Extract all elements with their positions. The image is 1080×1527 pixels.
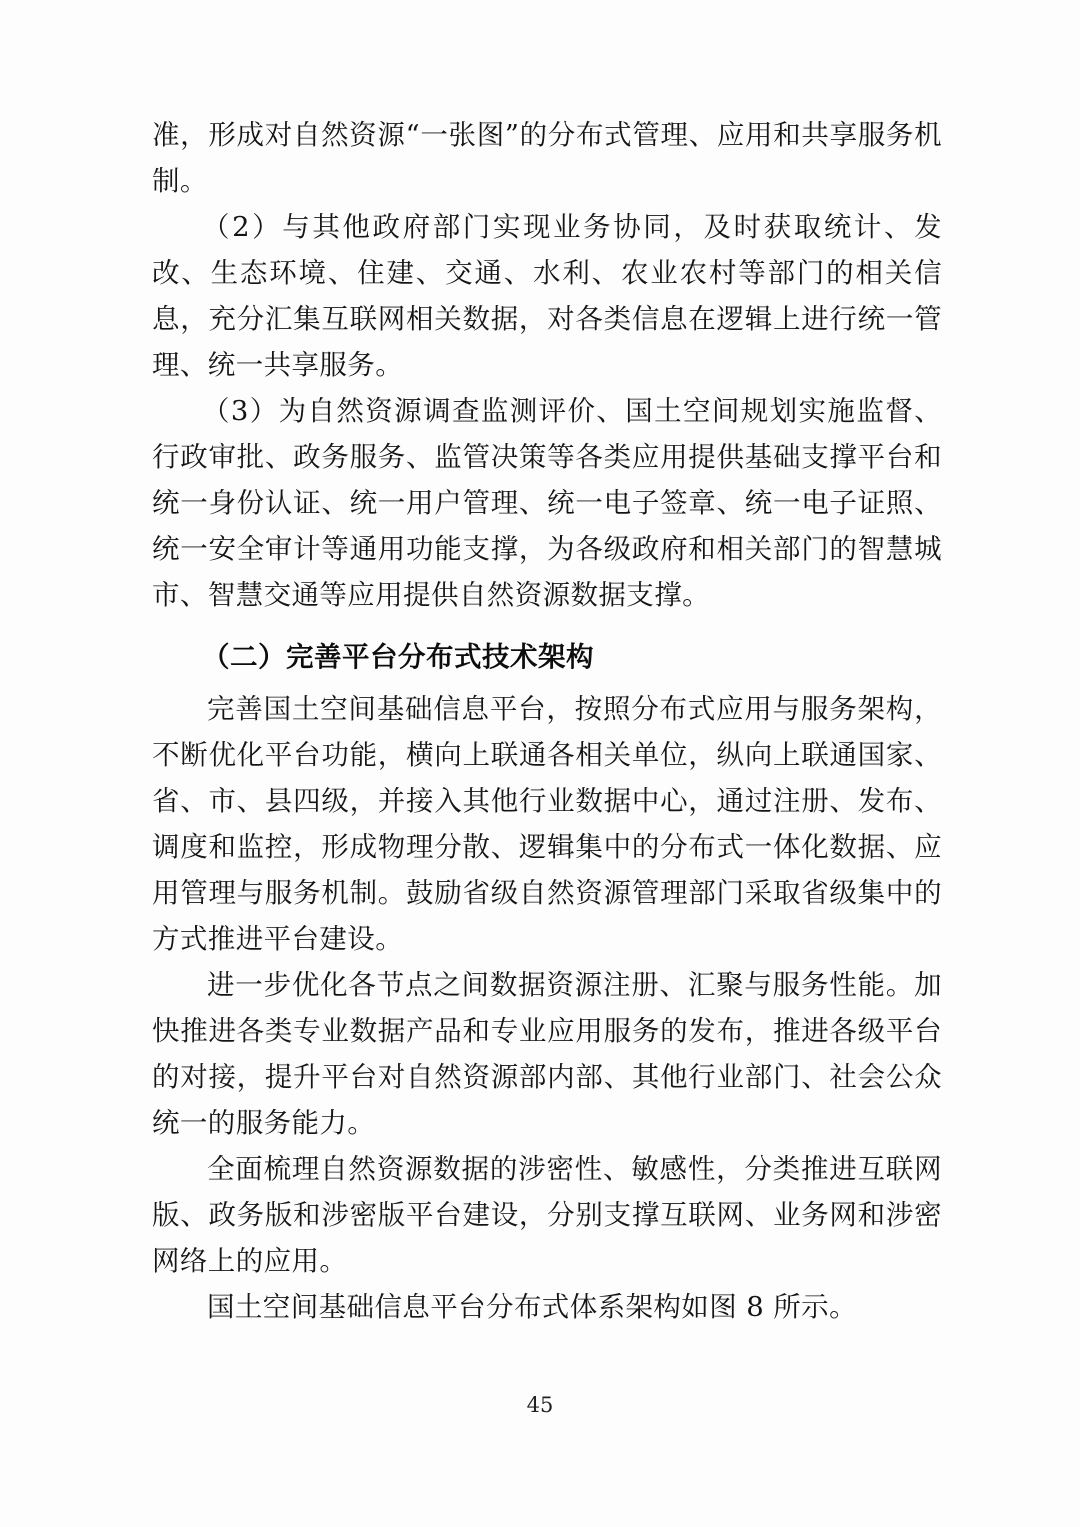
list-item-3: （3）为自然资源调查监测评价、国土空间规划实施监督、行政审批、政务服务、监管决策等各类应用提供基础支撑平台和统一身份认证、统一用户管理、统一电子签章、统一电子证照、统一安全审计等通用功能支撑，为各级政府和相关部门的智慧城市、智慧交通等应用提供自然资源数据支撑。 <box>152 395 942 611</box>
paragraph-4: 国土空间基础信息平台分布式体系架构如图 8 所示。 <box>207 1291 857 1323</box>
section-heading: （二）完善平台分布式技术架构 <box>202 641 594 673</box>
spacer <box>152 618 942 622</box>
paragraph-3: 全面梳理自然资源数据的涉密性、敏感性，分类推进互联网版、政务版和涉密版平台建设，分别支撑互联网、业务网和涉密网络上的应用。 <box>152 1153 942 1277</box>
paragraph-1: 完善国土空间基础信息平台，按照分布式应用与服务架构，不断优化平台功能，横向上联通各相关单位，纵向上联通国家、省、市、县四级，并接入其他行业数据中心，通过注册、发布、调度和监控，形成物理分散、逻辑集中的分布式一体化数据、应用管理与服务机制。鼓励省级自然资源管理部门采取省级集中的方式推进平台建设。 <box>152 693 942 955</box>
page-number: 45 <box>526 1393 554 1417</box>
paragraph-2: 进一步优化各节点之间数据资源注册、汇聚与服务性能。加快推进各类专业数据产品和专业应用服务的发布，推进各级平台的对接，提升平台对自然资源部内部、其他行业部门、社会公众统一的服务能力。 <box>152 969 942 1139</box>
paragraph-continuation: 准，形成对自然资源“一张图”的分布式管理、应用和共享服务机制。 <box>152 119 942 197</box>
list-item-2: （2）与其他政府部门实现业务协同，及时获取统计、发改、生态环境、住建、交通、水利、农业农村等部门的相关信息，充分汇集互联网相关数据，对各类信息在逻辑上进行统一管理、统一共享服务。 <box>152 211 942 381</box>
page-content <box>152 112 942 1330</box>
